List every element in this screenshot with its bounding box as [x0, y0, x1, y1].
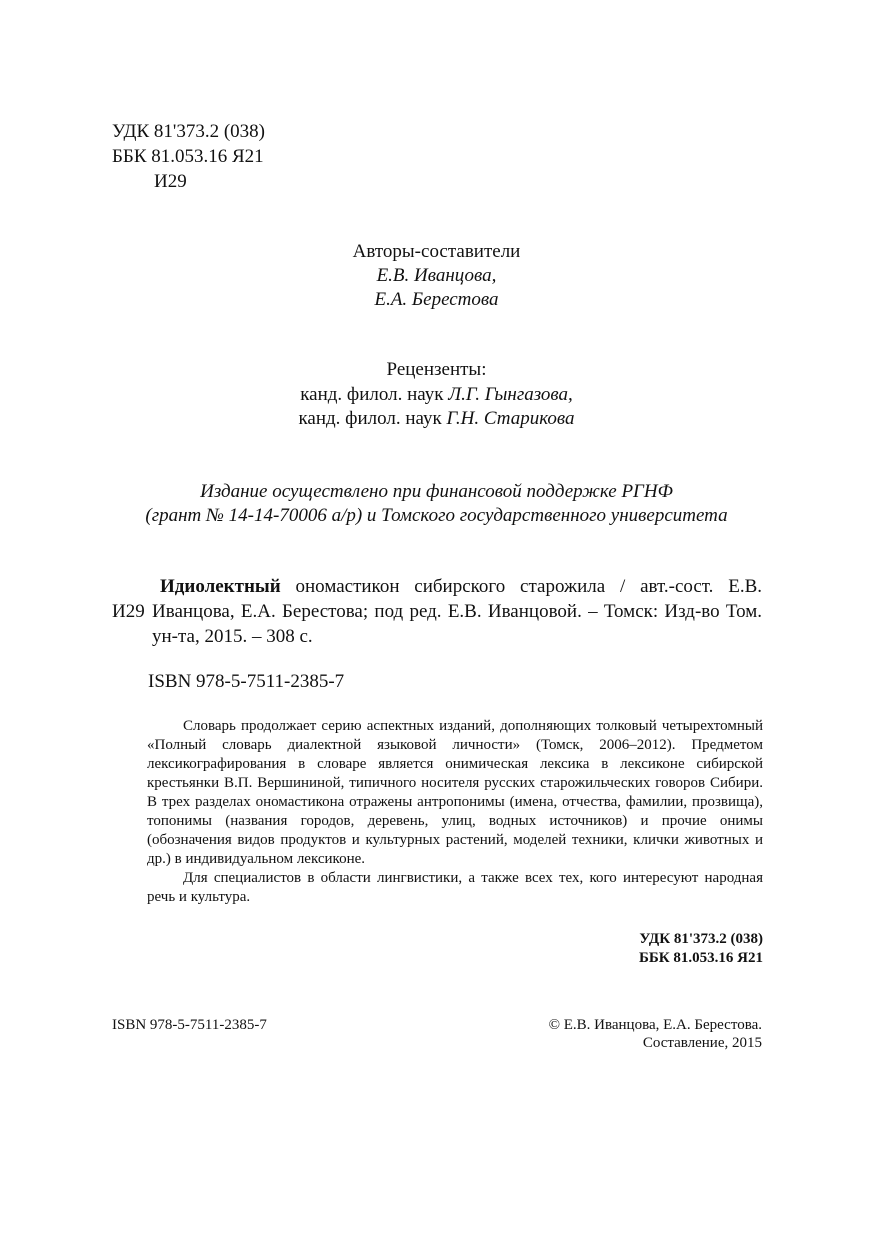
- annotation-paragraph: Для специалистов в области лингвистики, а также всех тех, кого интересуют народная речь и культура.: [147, 870, 763, 905]
- reviewer-line: канд. филол. наук Л.Г. Гынгазова,: [300, 384, 573, 405]
- copyright-line: © Е.В. Иванцова, Е.А. Берестова.: [548, 1017, 762, 1033]
- author-name: Е.В. Иванцова,: [376, 265, 497, 286]
- author-mark: И29: [154, 171, 187, 192]
- annotation-paragraph: Словарь продолжает серию аспектных изданий, дополняющих толковый четырехтомный «Полный словарь диалектной языковой личности» (Томск, 2006–2012). Предметом лексикографирования в словаре является онимическая лексика в лексиконе сибирской крестьянки В.П. Вершининой, типичного носителя русских старожильческих говоров Сибири. В трех разделах ономастикона отражены антропонимы (имена, отчества, фамилии, прозвища), топонимы (названия городов, деревень, улиц, водных источников) и прочие онимы (обозначения видов продуктов и культурных растений, моделей техники, клички животных и др.) в индивидуальном лексиконе.: [147, 718, 763, 867]
- isbn-main: ISBN 978-5-7511-2385-7: [148, 671, 345, 692]
- funding-line: (грант № 14-14-70006 а/р) и Томского государственного университета: [145, 505, 728, 526]
- bbk-code: ББК 81.053.16 Я21: [112, 146, 264, 167]
- copyright-line: Составление, 2015: [642, 1035, 762, 1051]
- bibliographic-text: ономастикон сибирского старожила / авт.-сост. Е.В. Иванцова, Е.А. Берестова; под ред. Е.В. Иванцовой. – Томск: Изд-во Том. ун-та, 2015. – 308 с.: [152, 576, 763, 647]
- udk-code: УДК 81'373.2 (038): [112, 121, 265, 142]
- annotation-udk: УДК 81'373.2 (038): [639, 931, 763, 947]
- bibliographic-mark: И29: [112, 601, 145, 622]
- author-name: Е.А. Берестова: [374, 289, 499, 310]
- reviewers-heading: Рецензенты:: [386, 359, 487, 380]
- book-title: Идиолектный: [160, 576, 281, 597]
- annotation: [147, 717, 763, 907]
- funding-line: Издание осуществлено при финансовой поддержке РГНФ: [200, 481, 673, 502]
- bibliographic-record: [152, 574, 762, 649]
- reviewer-line: канд. филол. наук Г.Н. Старикова: [298, 408, 575, 429]
- annotation-codes: [500, 930, 763, 968]
- authors-heading: Авторы-составители: [352, 241, 521, 262]
- annotation-bbk: ББК 81.053.16 Я21: [638, 950, 763, 966]
- footer-isbn: ISBN 978-5-7511-2385-7: [112, 1017, 267, 1033]
